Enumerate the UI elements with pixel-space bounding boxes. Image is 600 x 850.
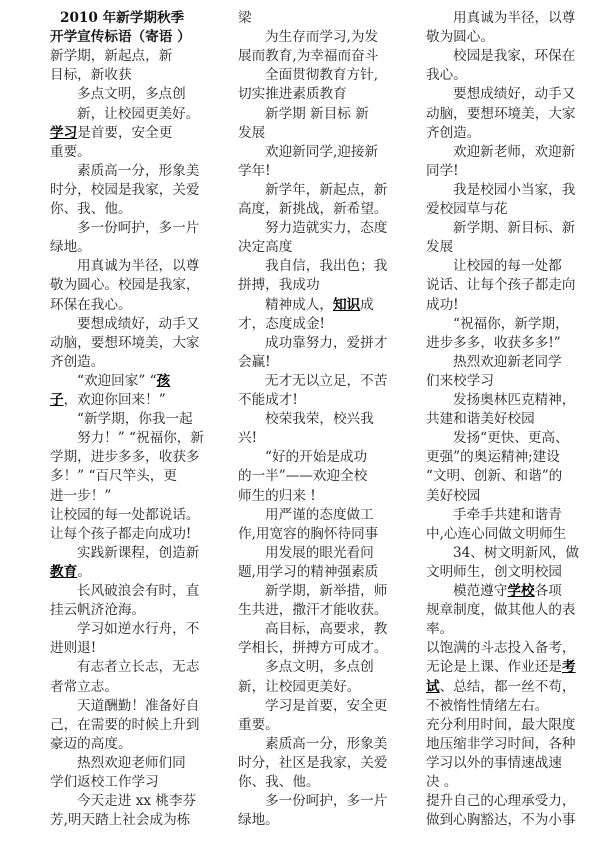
text-segment: 新，让校园更美好。 xyxy=(238,678,361,695)
text-line xyxy=(50,773,159,792)
text-segment: 手牵手共建和谐青 xyxy=(453,506,562,523)
text-line xyxy=(77,620,199,639)
text-line xyxy=(238,639,388,658)
text-segment: 重要。 xyxy=(50,143,91,160)
text-segment: 学习如逆水行舟，不 xyxy=(77,621,200,638)
text-segment: 热烈欢迎新老同学 xyxy=(453,353,562,370)
text-line xyxy=(77,105,199,124)
text-line xyxy=(426,601,576,620)
text-segment: 新学期，新起点，新 xyxy=(50,48,173,65)
text-line xyxy=(77,219,199,238)
text-line xyxy=(453,219,575,238)
text-segment: 无论是上课、作业还是 xyxy=(426,659,562,676)
text-segment: 们来校学习 xyxy=(426,372,494,389)
text-line xyxy=(426,28,494,47)
text-line xyxy=(426,200,508,219)
text-line xyxy=(50,601,145,620)
text-segment: 是首要，安全更 xyxy=(77,124,173,141)
text-segment: 共建和谐美好校园 xyxy=(426,411,535,428)
text-segment: 同学! xyxy=(426,162,459,179)
text-line xyxy=(265,181,387,200)
text-segment: 素质高一分，形象美 xyxy=(77,162,200,179)
text-segment: 热烈欢迎老师们同 xyxy=(77,754,186,771)
text-segment: 进步多多，收获多多!” xyxy=(426,334,561,351)
emphasized-word: 孩 xyxy=(156,372,171,389)
text-line xyxy=(426,735,576,754)
text-segment: 用真诚为半径，以尊 xyxy=(77,258,200,275)
text-line xyxy=(50,487,111,506)
text-segment: 精神成人， xyxy=(265,296,333,313)
text-segment: 决 。 xyxy=(426,774,458,790)
text-line xyxy=(50,28,191,47)
text-line xyxy=(77,372,170,391)
text-segment: “欢迎回家” “ xyxy=(77,372,157,389)
text-segment: 进则退! xyxy=(50,640,97,657)
text-segment: 作,用宽容的胸怀待同事 xyxy=(238,525,379,542)
text-line xyxy=(426,811,576,830)
text-line xyxy=(238,429,257,448)
text-line xyxy=(50,276,200,295)
text-segment: 学年! xyxy=(238,162,271,179)
text-segment: 让每个孩子都走向成功! xyxy=(50,525,192,542)
text-line xyxy=(265,143,378,162)
text-segment: 美好校园 xyxy=(426,487,481,504)
text-line xyxy=(238,525,378,544)
text-segment: 齐创造。 xyxy=(50,353,105,370)
text-segment: 决定高度 xyxy=(238,239,293,256)
text-segment: 地压缩非学习时间，各种 xyxy=(426,735,576,752)
text-segment: 欢迎新老师，欢迎新 xyxy=(453,143,576,160)
text-line xyxy=(77,315,199,334)
text-line xyxy=(426,487,480,506)
text-segment: 学期，进步多多，收获多 xyxy=(50,449,200,466)
text-segment: 校荣我荣，校兴我 xyxy=(265,411,374,428)
text-line xyxy=(453,544,579,563)
text-segment: 重要。 xyxy=(238,716,279,733)
text-line xyxy=(50,716,200,735)
text-segment: 我是校园小当家，我 xyxy=(453,181,576,198)
text-line xyxy=(50,143,91,162)
text-segment: 切实推进素质教育 xyxy=(238,86,347,103)
text-line xyxy=(50,334,200,353)
text-segment: 生共进，撒汗才能收获。 xyxy=(238,602,388,619)
text-line xyxy=(265,735,387,754)
text-segment: 有志者立长志，无志 xyxy=(77,659,200,676)
text-segment: 、总结，都一丝不苟， xyxy=(439,678,576,695)
text-segment: 师生的归来 ! xyxy=(238,487,316,504)
text-segment: 己，在需要的时候上升到 xyxy=(50,716,200,733)
text-line xyxy=(453,257,562,276)
text-segment: 的一半”——欢迎全校 xyxy=(238,468,368,485)
text-segment: 兴! xyxy=(238,430,258,447)
text-line xyxy=(426,105,576,124)
text-line xyxy=(265,66,378,85)
text-line xyxy=(50,391,166,410)
text-line xyxy=(238,391,298,410)
text-line xyxy=(265,296,374,315)
text-segment: 绿地。 xyxy=(50,239,91,256)
text-line xyxy=(426,448,560,467)
text-segment: “祝福你，新学期， xyxy=(453,315,569,332)
text-segment: 豪迈的高度。 xyxy=(50,735,132,752)
text-line xyxy=(265,506,374,525)
text-line xyxy=(238,811,279,830)
text-segment: 高目标，高要求，教 xyxy=(265,621,388,638)
text-segment: 新学期、新目标、新 xyxy=(453,220,576,237)
text-line xyxy=(50,66,132,85)
text-segment: 学习以外的事情速战速 xyxy=(426,754,562,771)
text-segment: 规章制度，做其他人的表 xyxy=(426,602,576,619)
text-line xyxy=(265,257,387,276)
text-segment: 率。 xyxy=(426,621,454,638)
text-line xyxy=(238,716,279,735)
text-segment: 成功! xyxy=(426,296,459,313)
text-segment: 更强”的奥运精神;建设 xyxy=(426,449,560,466)
text-line xyxy=(77,697,199,716)
text-line xyxy=(50,678,118,697)
text-line xyxy=(453,85,575,104)
text-segment: 2010 年新学期秋季 xyxy=(60,10,185,26)
text-segment: “好的开始是成功 xyxy=(265,449,368,466)
emphasized-word: 考 xyxy=(561,659,576,676)
text-segment: 长风破浪会有时，直 xyxy=(77,583,200,599)
text-line xyxy=(50,467,177,486)
text-segment: 学相长，拼搏方可成才。 xyxy=(238,640,388,657)
text-segment: 新学期，新举措，师 xyxy=(265,583,388,599)
emphasized-word: 知识 xyxy=(332,296,361,313)
text-line xyxy=(238,85,347,104)
text-line xyxy=(238,238,292,257)
text-segment: “新学期，你我一起 xyxy=(77,411,193,428)
text-segment: 为生存而学习,为发 xyxy=(265,29,379,46)
text-line xyxy=(238,47,378,66)
text-segment: 挂云帆济沧海。 xyxy=(50,602,146,619)
text-line xyxy=(265,582,387,601)
text-line xyxy=(265,372,387,391)
text-line xyxy=(238,563,378,582)
text-segment: 用严谨的态度做工 xyxy=(265,506,374,523)
text-line xyxy=(453,9,575,28)
text-line xyxy=(238,353,271,372)
text-segment: 做到心胸豁达，不为小事 xyxy=(426,812,576,829)
text-line xyxy=(453,582,562,601)
emphasized-word: 试 xyxy=(426,678,440,695)
text-segment: “文明、创新、和谐”的 xyxy=(426,468,563,485)
text-line xyxy=(453,47,575,66)
text-line xyxy=(426,334,561,353)
text-line xyxy=(453,181,575,200)
text-line xyxy=(265,448,367,467)
text-segment: 多点文明，多点创 xyxy=(77,86,186,103)
text-line xyxy=(50,525,191,544)
text-segment: 发扬奥林匹克精神， xyxy=(453,392,576,408)
text-segment: 模范遵守 xyxy=(453,583,508,599)
text-line xyxy=(50,448,200,467)
text-line xyxy=(265,105,369,124)
text-line xyxy=(50,124,172,143)
text-segment: 多一份呵护，多一片 xyxy=(265,793,388,810)
text-line xyxy=(426,716,576,735)
text-segment: 实践新课程，创造新 xyxy=(77,544,200,561)
text-line xyxy=(426,639,576,658)
text-line xyxy=(238,162,271,181)
text-line xyxy=(426,792,576,811)
text-line xyxy=(426,697,548,716)
text-line xyxy=(453,353,562,372)
text-segment: 校园是我家，环保在 xyxy=(453,48,576,65)
text-segment: 多！” “百尺竿头，更 xyxy=(50,468,177,485)
text-segment: 才，态度成金! xyxy=(238,315,326,332)
text-line xyxy=(426,754,562,773)
text-line xyxy=(238,487,316,506)
text-segment: 新学期 新目标 新 xyxy=(265,105,369,122)
text-line xyxy=(50,181,200,200)
text-segment: 新，让校园更美好。 xyxy=(77,105,200,122)
text-line xyxy=(453,429,569,448)
text-segment: 成功靠努力，爱拼才 xyxy=(265,334,388,351)
text-line xyxy=(50,296,132,315)
text-line xyxy=(238,601,388,620)
text-line xyxy=(77,410,193,429)
text-segment: 时分，校园是我家，关爱 xyxy=(50,181,200,198)
text-line xyxy=(50,811,190,830)
text-segment: 题,用学习的精神强素质 xyxy=(238,563,379,580)
text-line xyxy=(426,658,576,677)
text-line xyxy=(50,735,132,754)
text-line xyxy=(265,697,387,716)
text-segment: 不能成才! xyxy=(238,392,298,408)
text-line xyxy=(426,124,480,143)
text-segment: 充分利用时间，最大限度 xyxy=(426,716,576,733)
text-line xyxy=(50,353,104,372)
text-line xyxy=(238,754,388,773)
text-line xyxy=(426,296,459,315)
text-segment: 时分，社区是我家，关爱 xyxy=(238,754,388,771)
text-line xyxy=(50,506,200,525)
text-segment: 不被惰性情绪左右。 xyxy=(426,697,549,714)
text-line xyxy=(77,792,196,811)
text-segment: 拼搏，我成功 xyxy=(238,277,320,294)
emphasized-word: 教育 xyxy=(50,563,78,580)
text-segment: 无才无以立足，不苦 xyxy=(265,372,388,389)
text-line xyxy=(238,678,360,697)
text-line xyxy=(426,467,562,486)
text-line xyxy=(50,563,91,582)
text-segment: 新学年，新起点，新 xyxy=(265,181,388,198)
text-line xyxy=(265,792,387,811)
text-segment: 开学宣传标语（寄语 ） xyxy=(50,29,191,46)
text-line xyxy=(265,620,387,639)
emphasized-word: 学习 xyxy=(50,124,78,141)
text-segment: 目标，新收获 xyxy=(50,67,132,84)
text-segment: 动脑，要想环境美，大家 xyxy=(426,105,576,122)
text-segment: 全面贯彻教育方针, xyxy=(265,67,379,84)
text-segment: 者常立志。 xyxy=(50,678,118,695)
text-segment: 你、我、他。 xyxy=(50,201,132,217)
text-segment: 用发展的眼光看问 xyxy=(265,544,374,561)
text-segment: 展而教育,为幸福而奋斗 xyxy=(238,48,379,65)
text-line xyxy=(426,678,576,697)
text-line xyxy=(426,563,562,582)
text-segment: 多一份呵护，多一片 xyxy=(77,220,200,237)
text-line xyxy=(77,85,186,104)
text-segment: 学习是首要，安全更 xyxy=(265,697,388,714)
text-line xyxy=(426,773,458,792)
text-line xyxy=(77,658,199,677)
text-segment: 让校园的每一处都说话。 xyxy=(50,506,200,523)
text-segment: 学们返校工作学习 xyxy=(50,774,159,790)
text-segment: 敬为圆心。校园是我家， xyxy=(50,277,200,294)
text-segment: 各项 xyxy=(534,583,562,599)
text-line xyxy=(77,257,199,276)
text-line xyxy=(77,754,186,773)
text-segment: 高度，新挑战，新希望。 xyxy=(238,201,388,217)
text-line xyxy=(453,143,575,162)
emphasized-word: 学校 xyxy=(507,583,535,599)
text-line xyxy=(60,9,184,28)
text-segment: 努力造就实力，态度 xyxy=(265,220,388,237)
text-line xyxy=(453,391,575,410)
text-line xyxy=(265,219,387,238)
text-line xyxy=(265,544,374,563)
text-segment: 中,心连心同做文明师生 xyxy=(426,525,567,542)
text-segment: 文明师生，创文明校园 xyxy=(426,563,562,580)
text-segment: 齐创造。 xyxy=(426,124,481,141)
text-segment: 发展 xyxy=(426,239,454,256)
text-segment: 我心。 xyxy=(426,67,467,84)
text-line xyxy=(50,238,91,257)
text-segment: 要想成绩好，动手又 xyxy=(453,86,576,103)
text-line xyxy=(265,334,387,353)
text-line xyxy=(77,582,199,601)
text-line xyxy=(426,372,494,391)
text-segment: 素质高一分，形象美 xyxy=(265,735,388,752)
text-segment: 我自信，我出色；我 xyxy=(265,258,388,275)
text-line xyxy=(426,162,459,181)
text-line xyxy=(265,658,374,677)
text-segment: 敬为圆心。 xyxy=(426,29,494,46)
text-segment: 会赢! xyxy=(238,353,271,370)
text-line xyxy=(238,9,252,28)
emphasized-word: 子 xyxy=(50,392,64,408)
text-segment: 今天走进 xx 桃李芬 xyxy=(77,793,197,810)
text-segment: 欢迎新同学,迎接新 xyxy=(265,143,379,160)
text-line xyxy=(77,429,204,448)
text-segment: 以饱满的斗志投入备考， xyxy=(426,640,576,657)
text-line xyxy=(238,315,325,334)
text-line xyxy=(265,410,374,429)
text-line xyxy=(50,47,172,66)
text-segment: 34、树文明新风，做 xyxy=(453,544,580,561)
text-segment: 环保在我心。 xyxy=(50,296,132,313)
text-segment: 爱校园草与花 xyxy=(426,201,508,217)
text-line xyxy=(50,639,96,658)
text-line xyxy=(426,525,566,544)
text-line xyxy=(238,200,388,219)
text-segment: 发展 xyxy=(238,124,266,141)
text-segment: 让校园的每一处都 xyxy=(453,258,562,275)
text-line xyxy=(238,773,320,792)
text-segment: 梁 xyxy=(238,10,252,26)
text-line xyxy=(50,200,132,219)
text-line xyxy=(238,124,265,143)
text-line xyxy=(238,467,367,486)
text-line xyxy=(265,28,378,47)
text-segment: 天道酬勤！准备好自 xyxy=(77,697,200,714)
text-segment: 多点文明，多点创 xyxy=(265,659,374,676)
text-segment: 成 xyxy=(360,296,374,313)
text-line xyxy=(238,276,320,295)
text-line xyxy=(77,162,199,181)
text-segment: 你、我、他。 xyxy=(238,774,320,790)
text-segment: 进一步！” xyxy=(50,487,112,504)
text-line xyxy=(453,315,569,334)
text-segment: 要想成绩好，动手又 xyxy=(77,315,200,332)
text-segment: 说话、让每个孩子都走向 xyxy=(426,277,576,294)
text-segment: 用真诚为半径，以尊 xyxy=(453,10,576,26)
text-segment: 提升自己的心理承受力， xyxy=(426,793,576,810)
text-line xyxy=(426,276,576,295)
text-line xyxy=(426,66,467,85)
text-segment: 努力！” “祝福你，新 xyxy=(77,430,204,447)
text-segment: 绿地。 xyxy=(238,812,279,829)
text-segment: ，欢迎你回来！” xyxy=(63,392,166,408)
text-segment: 动脑，要想环境美，大家 xyxy=(50,334,200,351)
text-line xyxy=(77,544,199,563)
text-line xyxy=(426,620,453,639)
text-line xyxy=(426,238,453,257)
text-segment: 。 xyxy=(77,563,91,580)
text-line xyxy=(426,410,535,429)
text-segment: 芳,明天踏上社会成为栋 xyxy=(50,812,191,829)
text-segment: 发扬“更快、更高、 xyxy=(453,430,569,447)
text-line xyxy=(453,506,562,525)
